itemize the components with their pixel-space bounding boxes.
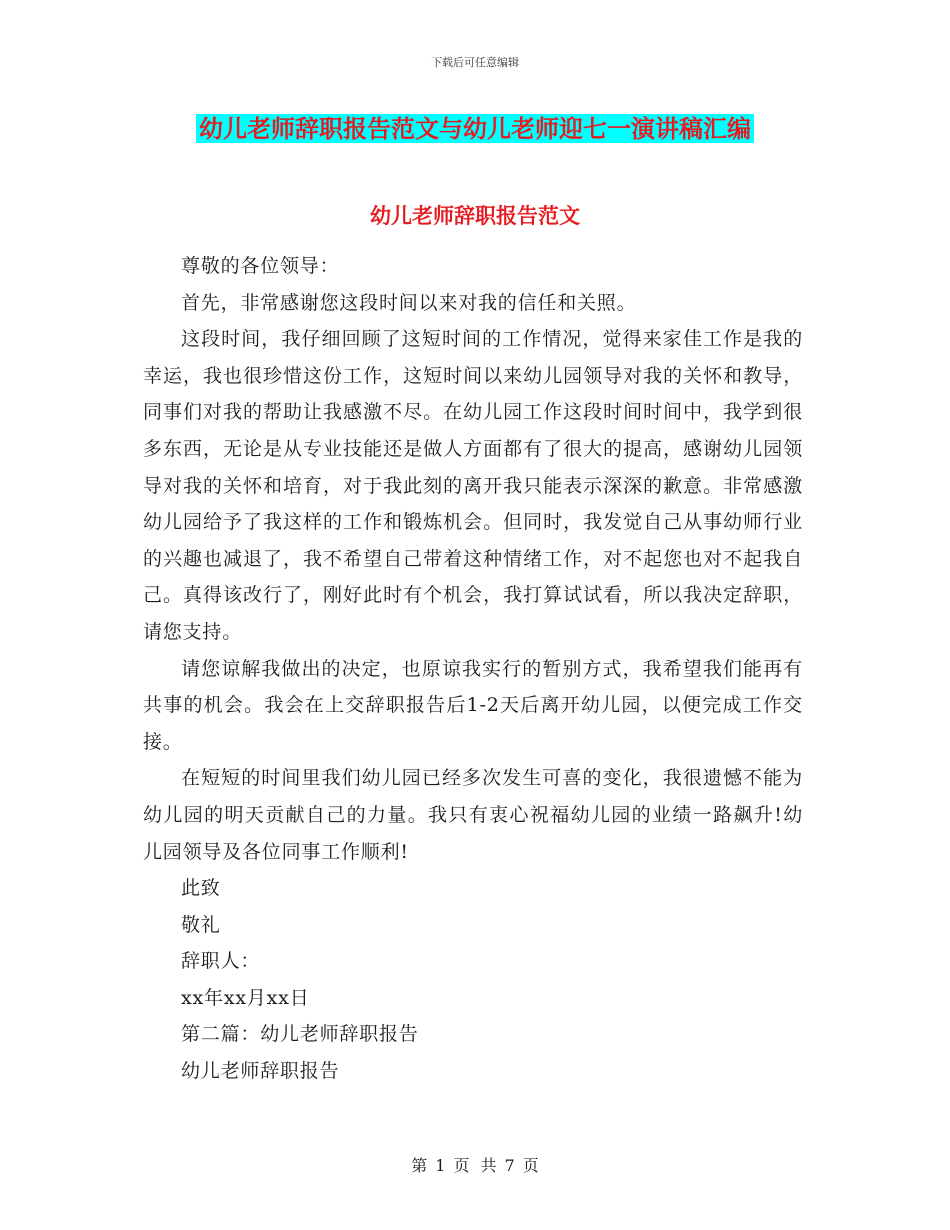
paragraph: 这段时间，我仔细回顾了这短时间的工作情况，觉得来家佳工作是我的幸运，我也很珍惜这份工作，这短时间以来幼儿园领导对我的关怀和教导，同事们对我的帮助让我感激不尽。在幼儿园工作这段时间时间中，我学到很多东西，无论是从专业技能还是做人方面都有了很大的提高，感谢幼儿园领导对我的关怀和培育，对于我此刻的离开我只能表示深深的歉意。非常感激幼儿园给予了我这样的工作和锻炼机会。但同时，我发觉自己从事幼师行业的兴趣也减退了，我不希望自己带着这种情绪工作，对不起您也对不起我自己。真得该改行了，刚好此时有个机会，我打算试试看，所以我决定辞职，请您支持。 [143, 328, 803, 643]
page-number: 1 [435, 1156, 446, 1175]
footer-suffix: 页 [522, 1156, 539, 1175]
closing-line: 此致 [181, 877, 221, 900]
paragraph: 首先，非常感谢您这段时间以来对我的信任和关照。 [181, 291, 637, 314]
page-footer [0, 1153, 950, 1176]
subsection-title: 幼儿老师辞职报告 [181, 1060, 340, 1083]
footer-prefix: 第 [411, 1156, 428, 1175]
date-line: xx年xx月xx日 [181, 986, 310, 1009]
paragraph: 请您谅解我做出的决定，也原谅我实行的暂别方式，我希望我们能再有共事的机会。我会在上交辞职报告后1-2天后离开幼儿园，以便完成工作交接。 [143, 657, 803, 753]
signature-label: 辞职人： [181, 950, 261, 973]
page-total: 7 [504, 1156, 515, 1175]
paragraph: 在短短的时间里我们幼儿园已经多次发生可喜的变化，我很遗憾不能为幼儿园的明天贡献自己的力量。我只有衷心祝福幼儿园的业绩一路飙升!幼儿园领导及各位同事工作顺利! [143, 767, 803, 863]
letter-body [143, 248, 803, 1090]
salutation: 尊敬的各位领导： [181, 255, 340, 277]
section-title: 幼儿老师辞职报告范文 [370, 203, 580, 228]
footer-middle: 页 共 [453, 1156, 497, 1175]
document-title-text: 幼儿老师辞职报告范文与幼儿老师迎七一演讲稿汇编 [196, 114, 754, 143]
document-title [0, 112, 950, 146]
closing-line: 敬礼 [181, 913, 221, 936]
subsection-heading: 第二篇：幼儿老师辞职报告 [181, 1023, 419, 1046]
header-note: 下载后可任意编辑 [431, 56, 519, 69]
